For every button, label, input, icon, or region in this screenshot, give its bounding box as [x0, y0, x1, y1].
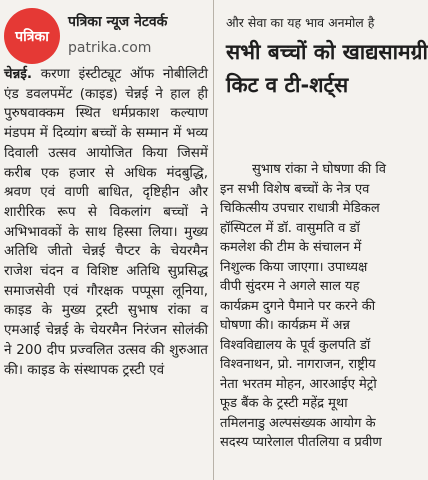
body-line: तमिलनाडु अल्पसंख्यक आयोग के — [220, 415, 376, 431]
body-line: चिकित्सीय उपचार राधात्री मेडिकल — [220, 201, 380, 216]
body-line: फूड बैंक के ट्रस्टी महेंद्र मूथा — [220, 396, 348, 411]
patrika-logo — [4, 8, 60, 64]
body-line: इन सभी विशेष बच्चों के नेत्र एव — [220, 181, 370, 197]
article-left-text: करणा इंस्टीट्यूट ऑफ नोबीलिटी एंड डवलपमेंट (काइड) चेन्नई ने हाल ही पुरुषवाक्कम स्थित धर्मप्रकाश कल्याण मंडपम में दिव्यांग बच्चों के सम्मान में भव्य दिवाली उत्सव आयोजित किया जिसमें करीब एक हजार से अधिक मंदबुद्धि, श्रवण एवं वाणी बाधित, दृष्टिहीन और शारीरिक रूप से विकलांग बच्चों ने अभिभावकों के साथ हिस्सा लिया। मुख्य अतिथि जीतो चेन्नई चैप्टर के चेयरमैन राजेश चंदन व विशिष्ट अतिथि सुप्रसिद्ध समाजसेवी एवं गौरक्षक पप्पूसा लूनिया, काइड के मुख्य ट्रस्टी सुभाष रांका व एमआई चेन्नई के चेयरमैन निरंजन सोलंकी ने 200 दीप प्रज्वलित उत्सव की शुरुआत की। काइड के संस्थापक ट्रस्टी एवं — [4, 66, 208, 378]
body-line: घोषणा की। कार्यक्रम में अन्न — [220, 318, 350, 333]
article-left-body — [4, 65, 208, 380]
body-line: विश्वनाथन, प्रो. नागराजन, राष्ट्रीय — [220, 357, 376, 372]
network-tag: पत्रिका न्यूज नेटवर्क — [68, 14, 168, 30]
body-line: नेता भरतम मोहन, आरआईए मेट्रो — [220, 376, 377, 392]
body-line: विश्वविद्यालय के पूर्व कुलपति डॉ — [220, 337, 371, 353]
body-line: वीपी सुंदरम ने अगले साल यह — [220, 279, 360, 294]
body-line: कार्यक्रम दुगने पैमाने पर करने की — [220, 298, 376, 314]
body-line: कमलेश की टीम के संचालन में — [220, 240, 362, 255]
body-line: सुभाष रांका ने घोषणा की वि — [252, 162, 386, 177]
body-line: निशुल्क किया जाएगा। उपाध्यक्ष — [220, 259, 368, 275]
kicker: और सेवा का यह भाव अनमोल है — [226, 15, 375, 30]
masthead — [0, 0, 214, 64]
article-left-column — [4, 65, 208, 380]
article-right-column — [218, 0, 428, 480]
site-url: patrika.com — [68, 40, 152, 56]
article-right-body — [220, 160, 428, 453]
body-line: हॉस्पिटल में डॉ. वासुमति व डॉ — [220, 220, 360, 236]
headline: सभी बच्चों को खाद्यसामग्री किट व टी-शर्ट्स — [226, 40, 428, 97]
logo-text: पत्रिका — [15, 28, 49, 45]
dateline: चेन्नई. — [4, 66, 33, 82]
column-divider — [213, 0, 214, 480]
body-line: सदस्य प्यारेलाल पीतलिया व प्रवीण — [220, 435, 382, 450]
